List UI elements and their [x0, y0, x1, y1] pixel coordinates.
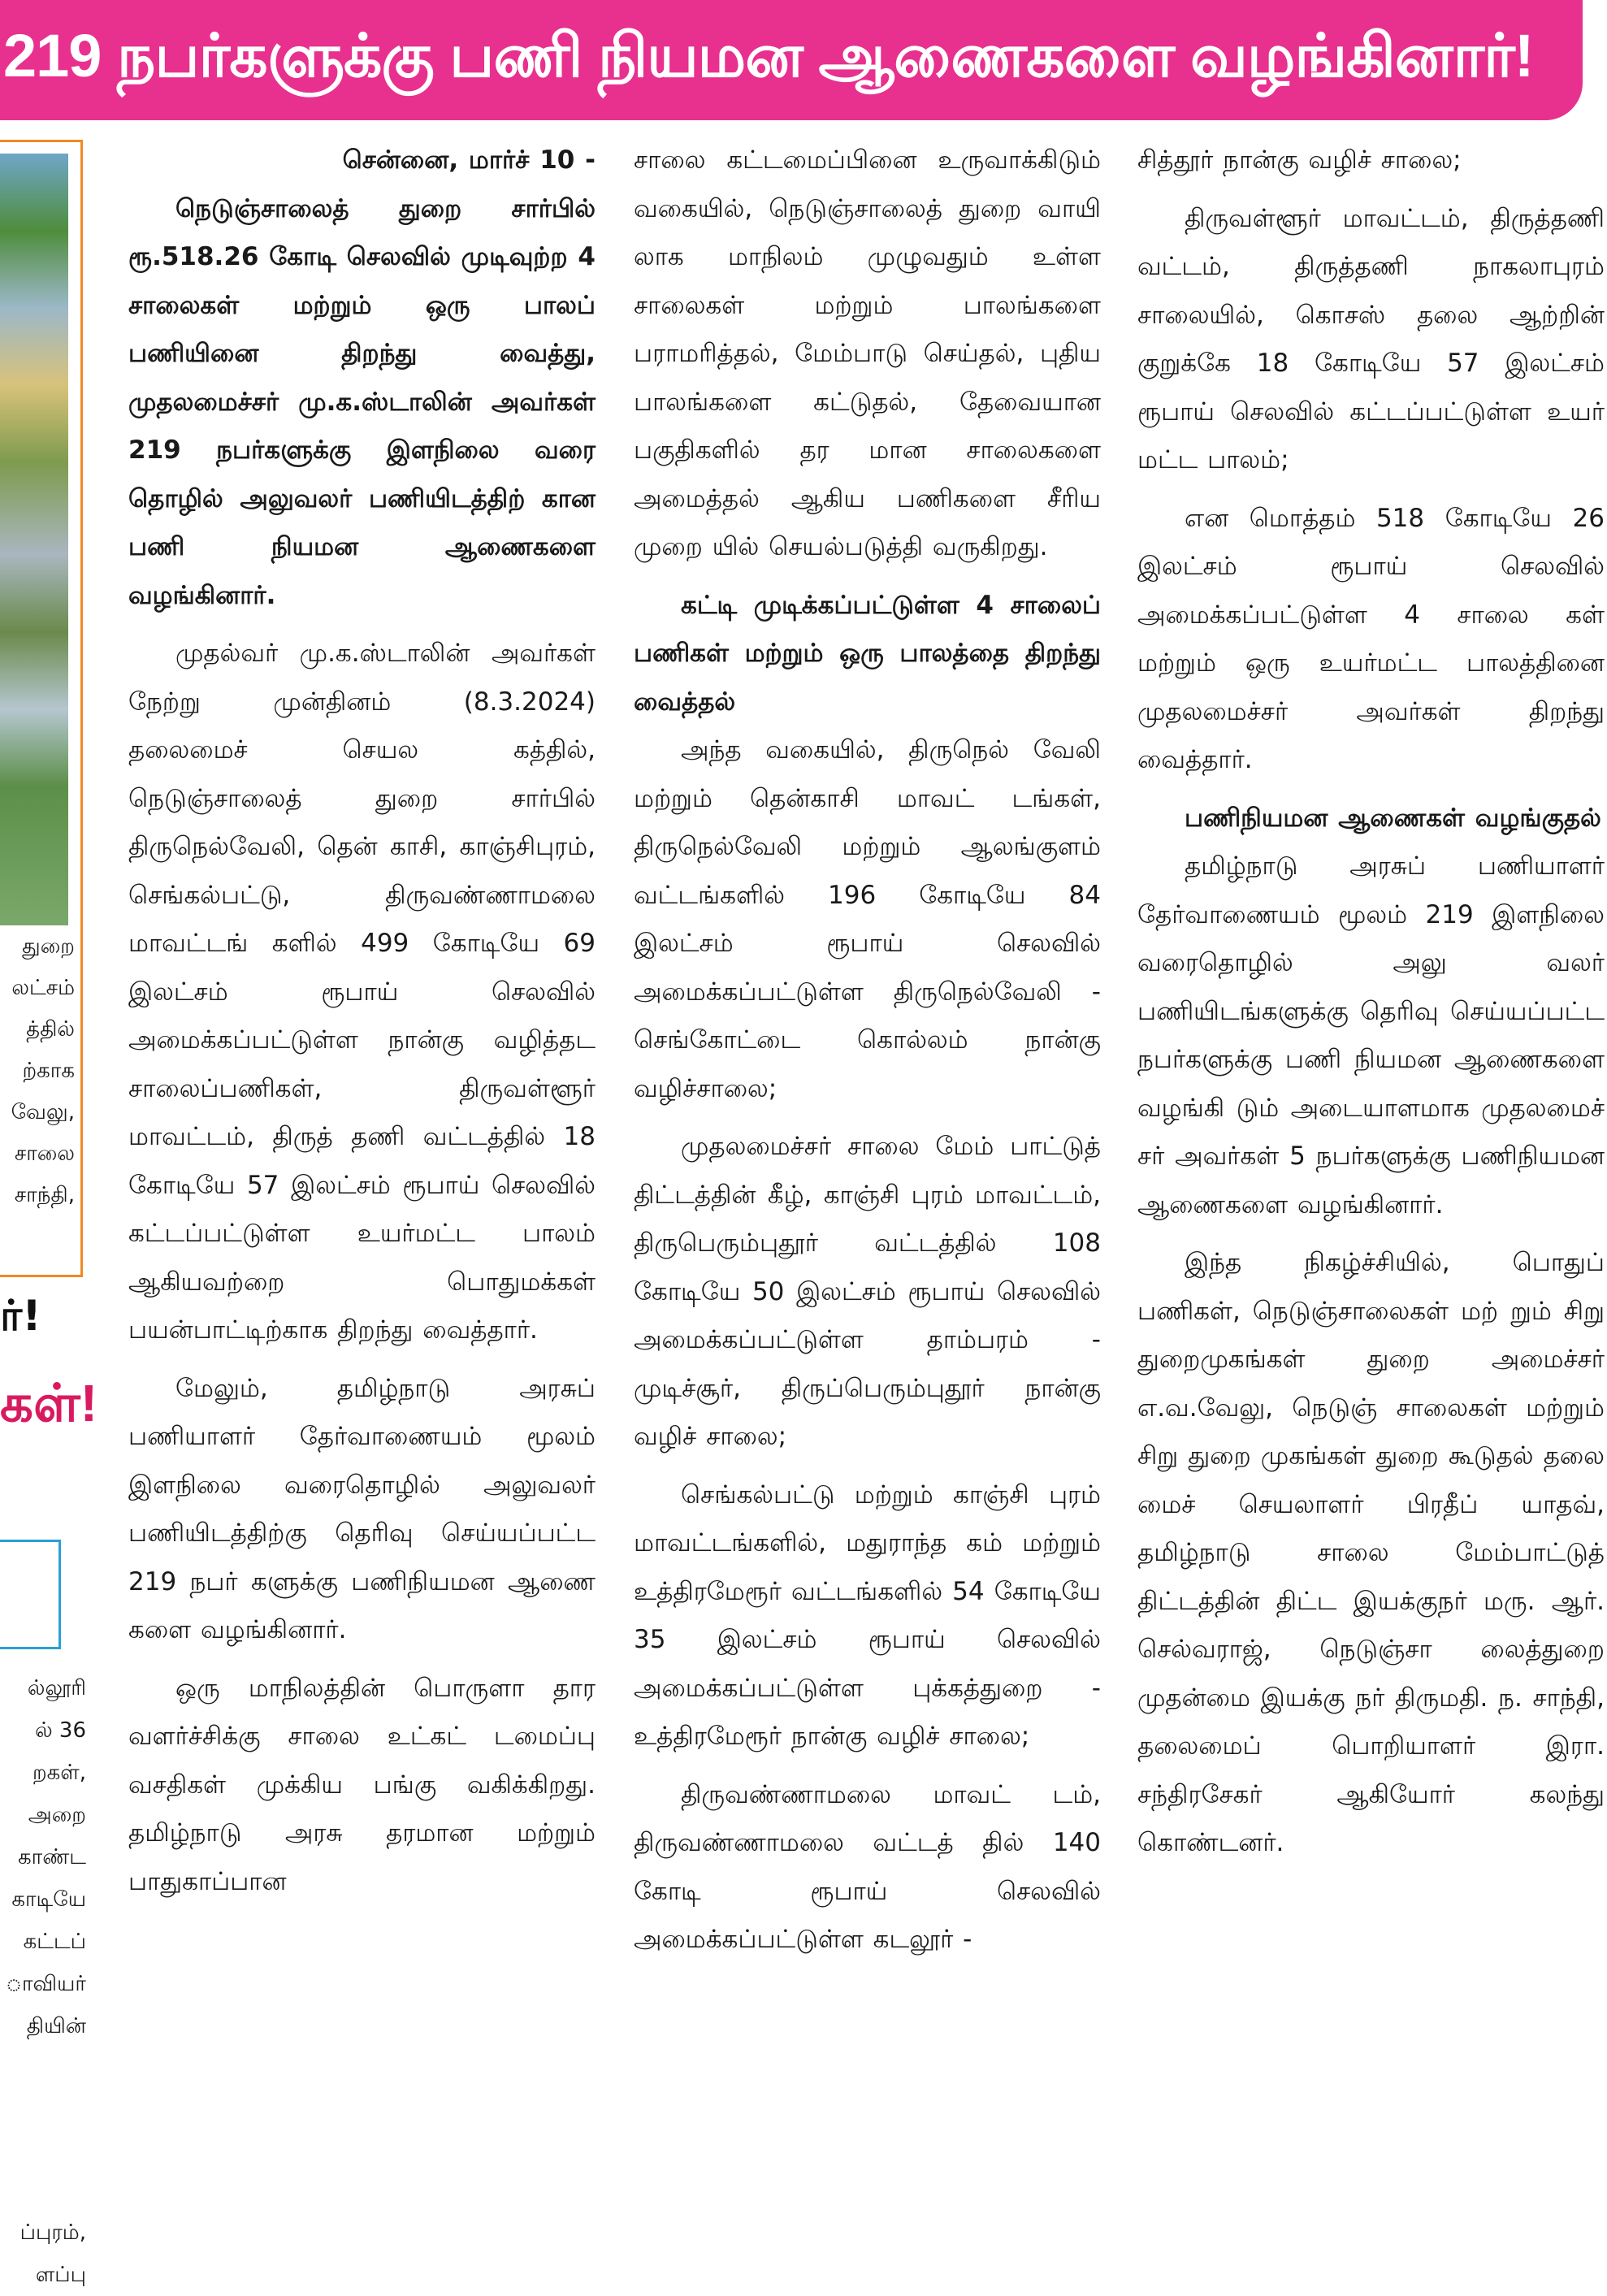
fragment-line: ளப்பு	[35, 2263, 86, 2287]
fragment-line: ல் 36	[35, 1718, 86, 1743]
fragment-headline-2: கள்!	[0, 1374, 97, 1432]
dateline: சென்னை, மார்ச் 10 -	[342, 145, 596, 175]
fragment-line: ல்லூரி	[27, 1676, 86, 1700]
fragment-line: த்தில்	[26, 1017, 75, 1042]
fragment-line: சாந்தி,	[14, 1183, 75, 1207]
fragment-line: வேலு,	[11, 1100, 75, 1124]
headline-banner	[0, 0, 1583, 120]
fragment-line: ாவியர்	[6, 1972, 86, 1996]
paragraph: தமிழ்நாடு அரசுப் பணியாளர் தேர்வாணையம் மூலம் 219 இளநிலை வரைதொழில் அலு வலர் பணியிடங்களுக்கு தெரிவு செய்யப்பட்ட நபர்களுக்கு பணி நியமன ஆணைகளை வழங்கி டும் அடையாளமாக முதலமைச் சர் அவர்கள் 5 நபர்களுக்கு பணிநியமன ஆணைகளை வழங்கினார்.	[1137, 851, 1605, 1219]
paragraph: இந்த நிகழ்ச்சியில், பொதுப் பணிகள், நெடுஞ்சாலைகள் மற் றும் சிறு துறைமுகங்கள் துறை அமைச்சர் எ.வ.வேலு, நெடுஞ் சாலைகள் மற்றும் சிறு துறை முகங்கள் துறை கூடுதல் தலை மைச் செயலாளர் பிரதீப் யாதவ், தமிழ்நாடு சாலை மேம்பாட்டுத் திட்டத்தின் திட்ட இயக்குநர் மரு. ஆர். செல்வராஜ், நெடுஞ்சா லைத்துறை முதன்மை இயக்கு நர் திருமதி. ந. சாந்தி, தலைமைப் பொறியாளர் இரா. சந்திரசேகர் ஆகியோர் கலந்து கொண்டனர்.	[1137, 1248, 1605, 1857]
fragment-headline-1: ர்!	[0, 1292, 41, 1341]
article-column-2	[634, 136, 1101, 1965]
fragment-text-c	[0, 2212, 86, 2296]
fragment-line: கட்டப்	[23, 1930, 86, 1954]
article-column-1	[128, 136, 596, 1906]
subheading: பணிநியமன ஆணைகள் வழங்குதல்	[1185, 803, 1601, 833]
fragment-line: ப்புரம்,	[19, 2220, 86, 2245]
fragment-line: காண்ட	[18, 1845, 86, 1869]
subheading: கட்டி முடிக்கப்பட்டுள்ள 4 சாலைப் பணிகள் மற்றும் ஒரு பாலத்தை திறந்து வைத்தல்	[634, 590, 1101, 717]
paragraph: திருவள்ளூர் மாவட்டம், திருத்தணி வட்டம், திருத்தணி நாகலாபுரம் சாலையில், கொசஸ் தலை ஆற்றின் குறுக்கே 18 கோடியே 57 இலட்சம் ரூபாய் செலவில் கட்டப்பட்டுள்ள உயர் மட்ட பாலம்;	[1137, 203, 1605, 474]
paragraph: முதல்வர் மு.க.ஸ்டாலின் அவர்கள் நேற்று முன்தினம் (8.3.2024) தலைமைச் செயல கத்தில், நெடுஞ்சாலைத் துறை சார்பில் திருநெல்வேலி, தென் காசி, காஞ்சிபுரம், செங்கல்பட்டு, திருவண்ணாமலை மாவட்டங் களில் 499 கோடியே 69 இலட்சம் ரூபாய் செலவில் அமைக்கப்பட்டுள்ள நான்கு வழித்தட சாலைப்பணிகள், திருவள்ளூர் மாவட்டம், திருத் தணி வட்டத்தில் 18 கோடியே 57 இலட்சம் ரூபாய் செலவில் கட்டப்பட்டுள்ள உயர்மட்ட பாலம் ஆகியவற்றை பொதுமக்கள் பயன்பாட்டிற்காக திறந்து வைத்தார்.	[128, 639, 596, 1345]
paragraph: திருவண்ணாமலை மாவட் டம், திருவண்ணாமலை வட்டத் தில் 140 கோடி ரூபாய் செலவில் அமைக்கப்பட்டுள்ள கடலூர் -	[634, 1779, 1101, 1954]
fragment-line: அறை	[28, 1803, 86, 1827]
paragraph: சாலை கட்டமைப்பினை உருவாக்கிடும் வகையில், நெடுஞ்சாலைத் துறை வாயி லாக மாநிலம் முழுவதும் உள்ள சாலைகள் மற்றும் பாலங்களை பராமரித்தல், மேம்பாடு செய்தல், புதிய பாலங்களை கட்டுதல், தேவையான பகுதிகளில் தர மான சாலைகளை அமைத்தல் ஆகிய பணிகளை சீரிய முறை யில் செயல்படுத்தி வருகிறது.	[634, 145, 1101, 561]
headline: 219 நபர்களுக்கு பணி நியமன ஆணைகளை வழங்கினார்!	[3, 22, 1534, 89]
adjacent-article-fragment	[0, 138, 97, 2287]
fragment-line: காடியே	[11, 1887, 86, 1912]
fragment-line: சாலை	[14, 1142, 75, 1166]
fragment-line: தியின்	[26, 2014, 86, 2038]
road-aerial-photo	[0, 154, 68, 925]
fragment-line: ற்காக	[22, 1059, 75, 1083]
paragraph: ஒரு மாநிலத்தின் பொருளா தார வளர்ச்சிக்கு சாலை உட்கட் டமைப்பு வசதிகள் முக்கிய பங்கு வகிக்கிறது. தமிழ்நாடு அரசு தரமான மற்றும் பாதுகாப்பான	[128, 1673, 596, 1896]
fragment-text-a	[0, 926, 75, 1216]
lead-paragraph: நெடுஞ்சாலைத் துறை சார்பில் ரூ.518.26 கோடி செலவில் முடிவுற்ற 4 சாலைகள் மற்றும் ஒரு பாலப் பணியினை திறந்து வைத்து, முதலமைச்சர் மு.க.ஸ்டாலின் அவர்கள் 219 நபர்களுக்கு இளநிலை வரை தொழில் அலுவலர் பணியிடத்திற் கான பணி நியமன ஆணைகளை வழங்கினார்.	[128, 193, 596, 610]
paragraph: அந்த வகையில், திருநெல் வேலி மற்றும் தென்காசி மாவட் டங்கள், திருநெல்வேலி மற்றும் ஆலங்குளம் வட்டங்களில் 196 கோடியே 84 இலட்சம் ரூபாய் செலவில் அமைக்கப்பட்டுள்ள திருநெல்வேலி - செங்கோட்டை கொல்லம் நான்கு வழிச்சாலை;	[634, 735, 1101, 1103]
paragraph: முதலமைச்சர் சாலை மேம் பாட்டுத் திட்டத்தின் கீழ், காஞ்சி புரம் மாவட்டம், திருபெரும்புதூர் வட்டத்தில் 108 கோடியே 50 இலட்சம் ரூபாய் செலவில் அமைக்கப்பட்டுள்ள தாம்பரம் - முடிச்சூர், திருப்பெரும்புதூர் நான்கு வழிச் சாலை;	[634, 1132, 1101, 1451]
fragment-line: லட்சம்	[11, 976, 75, 1000]
article-column-3	[1137, 136, 1605, 1868]
paragraph: மேலும், தமிழ்நாடு அரசுப் பணியாளர் தேர்வாணையம் மூலம் இளநிலை வரைதொழில் அலுவலர் பணியிடத்திற்கு தெரிவு செய்யப்பட்ட 219 நபர் களுக்கு பணிநியமன ஆணை களை வழங்கினார்.	[128, 1373, 596, 1644]
fragment-box	[0, 1540, 61, 1649]
paragraph: சித்தூர் நான்கு வழிச் சாலை;	[1137, 145, 1462, 175]
paragraph: என மொத்தம் 518 கோடியே 26 இலட்சம் ரூபாய் செலவில் அமைக்கப்பட்டுள்ள 4 சாலை கள் மற்றும் ஒரு உயர்மட்ட பாலத்தினை முதலமைச்சர் அவர்கள் திறந்து வைத்தார்.	[1137, 503, 1605, 774]
fragment-line: றகள்,	[32, 1761, 86, 1785]
fragment-line: துறை	[22, 934, 75, 959]
fragment-text-b	[0, 1667, 86, 2047]
paragraph: செங்கல்பட்டு மற்றும் காஞ்சி புரம் மாவட்டங்களில், மதுராந்த கம் மற்றும் உத்திரமேரூர் வட்டங்களில் 54 கோடியே 35 இலட்சம் ரூபாய் செலவில் அமைக்கப்பட்டுள்ள புக்கத்துறை - உத்திரமேரூர் நான்கு வழிச் சாலை;	[634, 1479, 1101, 1751]
